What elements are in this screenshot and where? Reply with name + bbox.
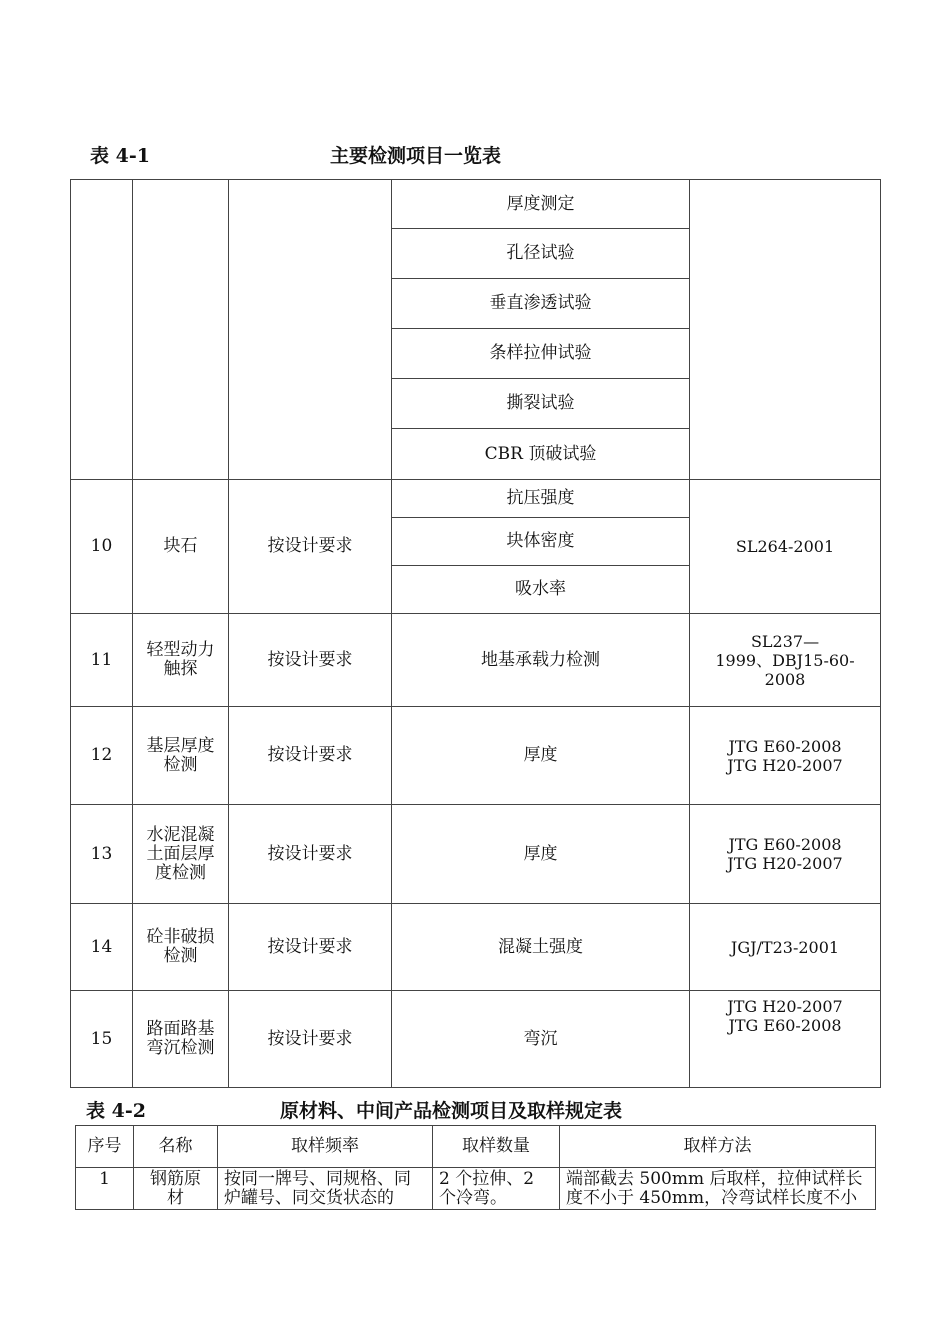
item-cell: 吸水率 [392,566,690,614]
row-name-cell: 块石 [133,480,229,614]
item-cell: 厚度 [392,707,690,805]
row-name-cell: 砼非破损 检测 [133,904,229,991]
table-row [71,480,881,518]
row-freq-cell: 按设计要求 [229,480,392,614]
row-standard-cell: JTG E60-2008 JTG H20-2007 [690,707,881,805]
row-no-cell: 14 [71,904,133,991]
item-cell: 块体密度 [392,518,690,566]
row-no-cell: 15 [71,991,133,1088]
row-qty-cell: 2 个拉伸、2 个冷弯。 [433,1168,560,1210]
row-name-cell: 水泥混凝 土面层厚 度检测 [133,805,229,904]
table-row [71,904,881,991]
header-no: 序号 [76,1126,134,1168]
row-standard-cell: JTG E60-2008 JTG H20-2007 [690,805,881,904]
header-qty: 取样数量 [433,1126,560,1168]
row-freq-cell: 按设计要求 [229,991,392,1088]
row-freq-cell: 按设计要求 [229,904,392,991]
item-cell: 条样拉伸试验 [392,329,690,379]
table-row [76,1168,876,1210]
item-cell: 地基承载力检测 [392,614,690,707]
row-no-cell: 10 [71,480,133,614]
table1-label: 表 4-1 [90,145,150,167]
row-freq-cell: 按设计要求 [229,805,392,904]
item-cell: 垂直渗透试验 [392,279,690,329]
item-cell: 混凝土强度 [392,904,690,991]
row-name-cell: 轻型动力 触探 [133,614,229,707]
row-name-cell [133,180,229,480]
header-row [76,1126,876,1168]
row-no-cell: 11 [71,614,133,707]
row-method-cell: 端部截去 500mm 后取样，拉伸试样长 度不小于 450mm，冷弯试样长度不小 [560,1168,876,1210]
table1-title: 主要检测项目一览表 [330,145,502,167]
item-cell: 孔径试验 [392,229,690,279]
row-no-cell [71,180,133,480]
table-row [71,805,881,904]
table-row [71,180,881,229]
row-freq-cell: 按设计要求 [229,707,392,805]
item-cell: 抗压强度 [392,480,690,518]
row-no-cell: 13 [71,805,133,904]
row-freq-cell [229,180,392,480]
row-standard-cell: SL237— 1999、DBJ15-60- 2008 [690,614,881,707]
item-cell: 厚度测定 [392,180,690,229]
header-freq: 取样频率 [218,1126,433,1168]
item-cell: 厚度 [392,805,690,904]
row-standard-cell: SL264-2001 [690,480,881,614]
table2-label: 表 4-2 [86,1100,146,1122]
header-name: 名称 [134,1126,218,1168]
row-name-cell: 路面路基 弯沉检测 [133,991,229,1088]
row-name-cell: 钢筋原 材 [134,1168,218,1210]
row-standard-cell: JGJ/T23-2001 [690,904,881,991]
row-freq-cell: 按同一牌号、同规格、同 炉罐号、同交货状态的 [218,1168,433,1210]
row-freq-cell: 按设计要求 [229,614,392,707]
row-standard-cell: JTG H20-2007 JTG E60-2008 [690,991,881,1088]
row-no-cell: 12 [71,707,133,805]
row-name-cell: 基层厚度 检测 [133,707,229,805]
item-cell: CBR 顶破试验 [392,429,690,480]
table-row [71,707,881,805]
table2-title: 原材料、中间产品检测项目及取样规定表 [280,1100,623,1122]
header-method: 取样方法 [560,1126,876,1168]
table-row [71,991,881,1088]
row-no-cell: 1 [76,1168,134,1210]
table-row [71,614,881,707]
item-cell: 弯沉 [392,991,690,1088]
item-cell: 撕裂试验 [392,379,690,429]
sampling-rules-table [75,1125,876,1210]
row-standard-cell [690,180,881,480]
inspection-items-table [70,179,881,1088]
